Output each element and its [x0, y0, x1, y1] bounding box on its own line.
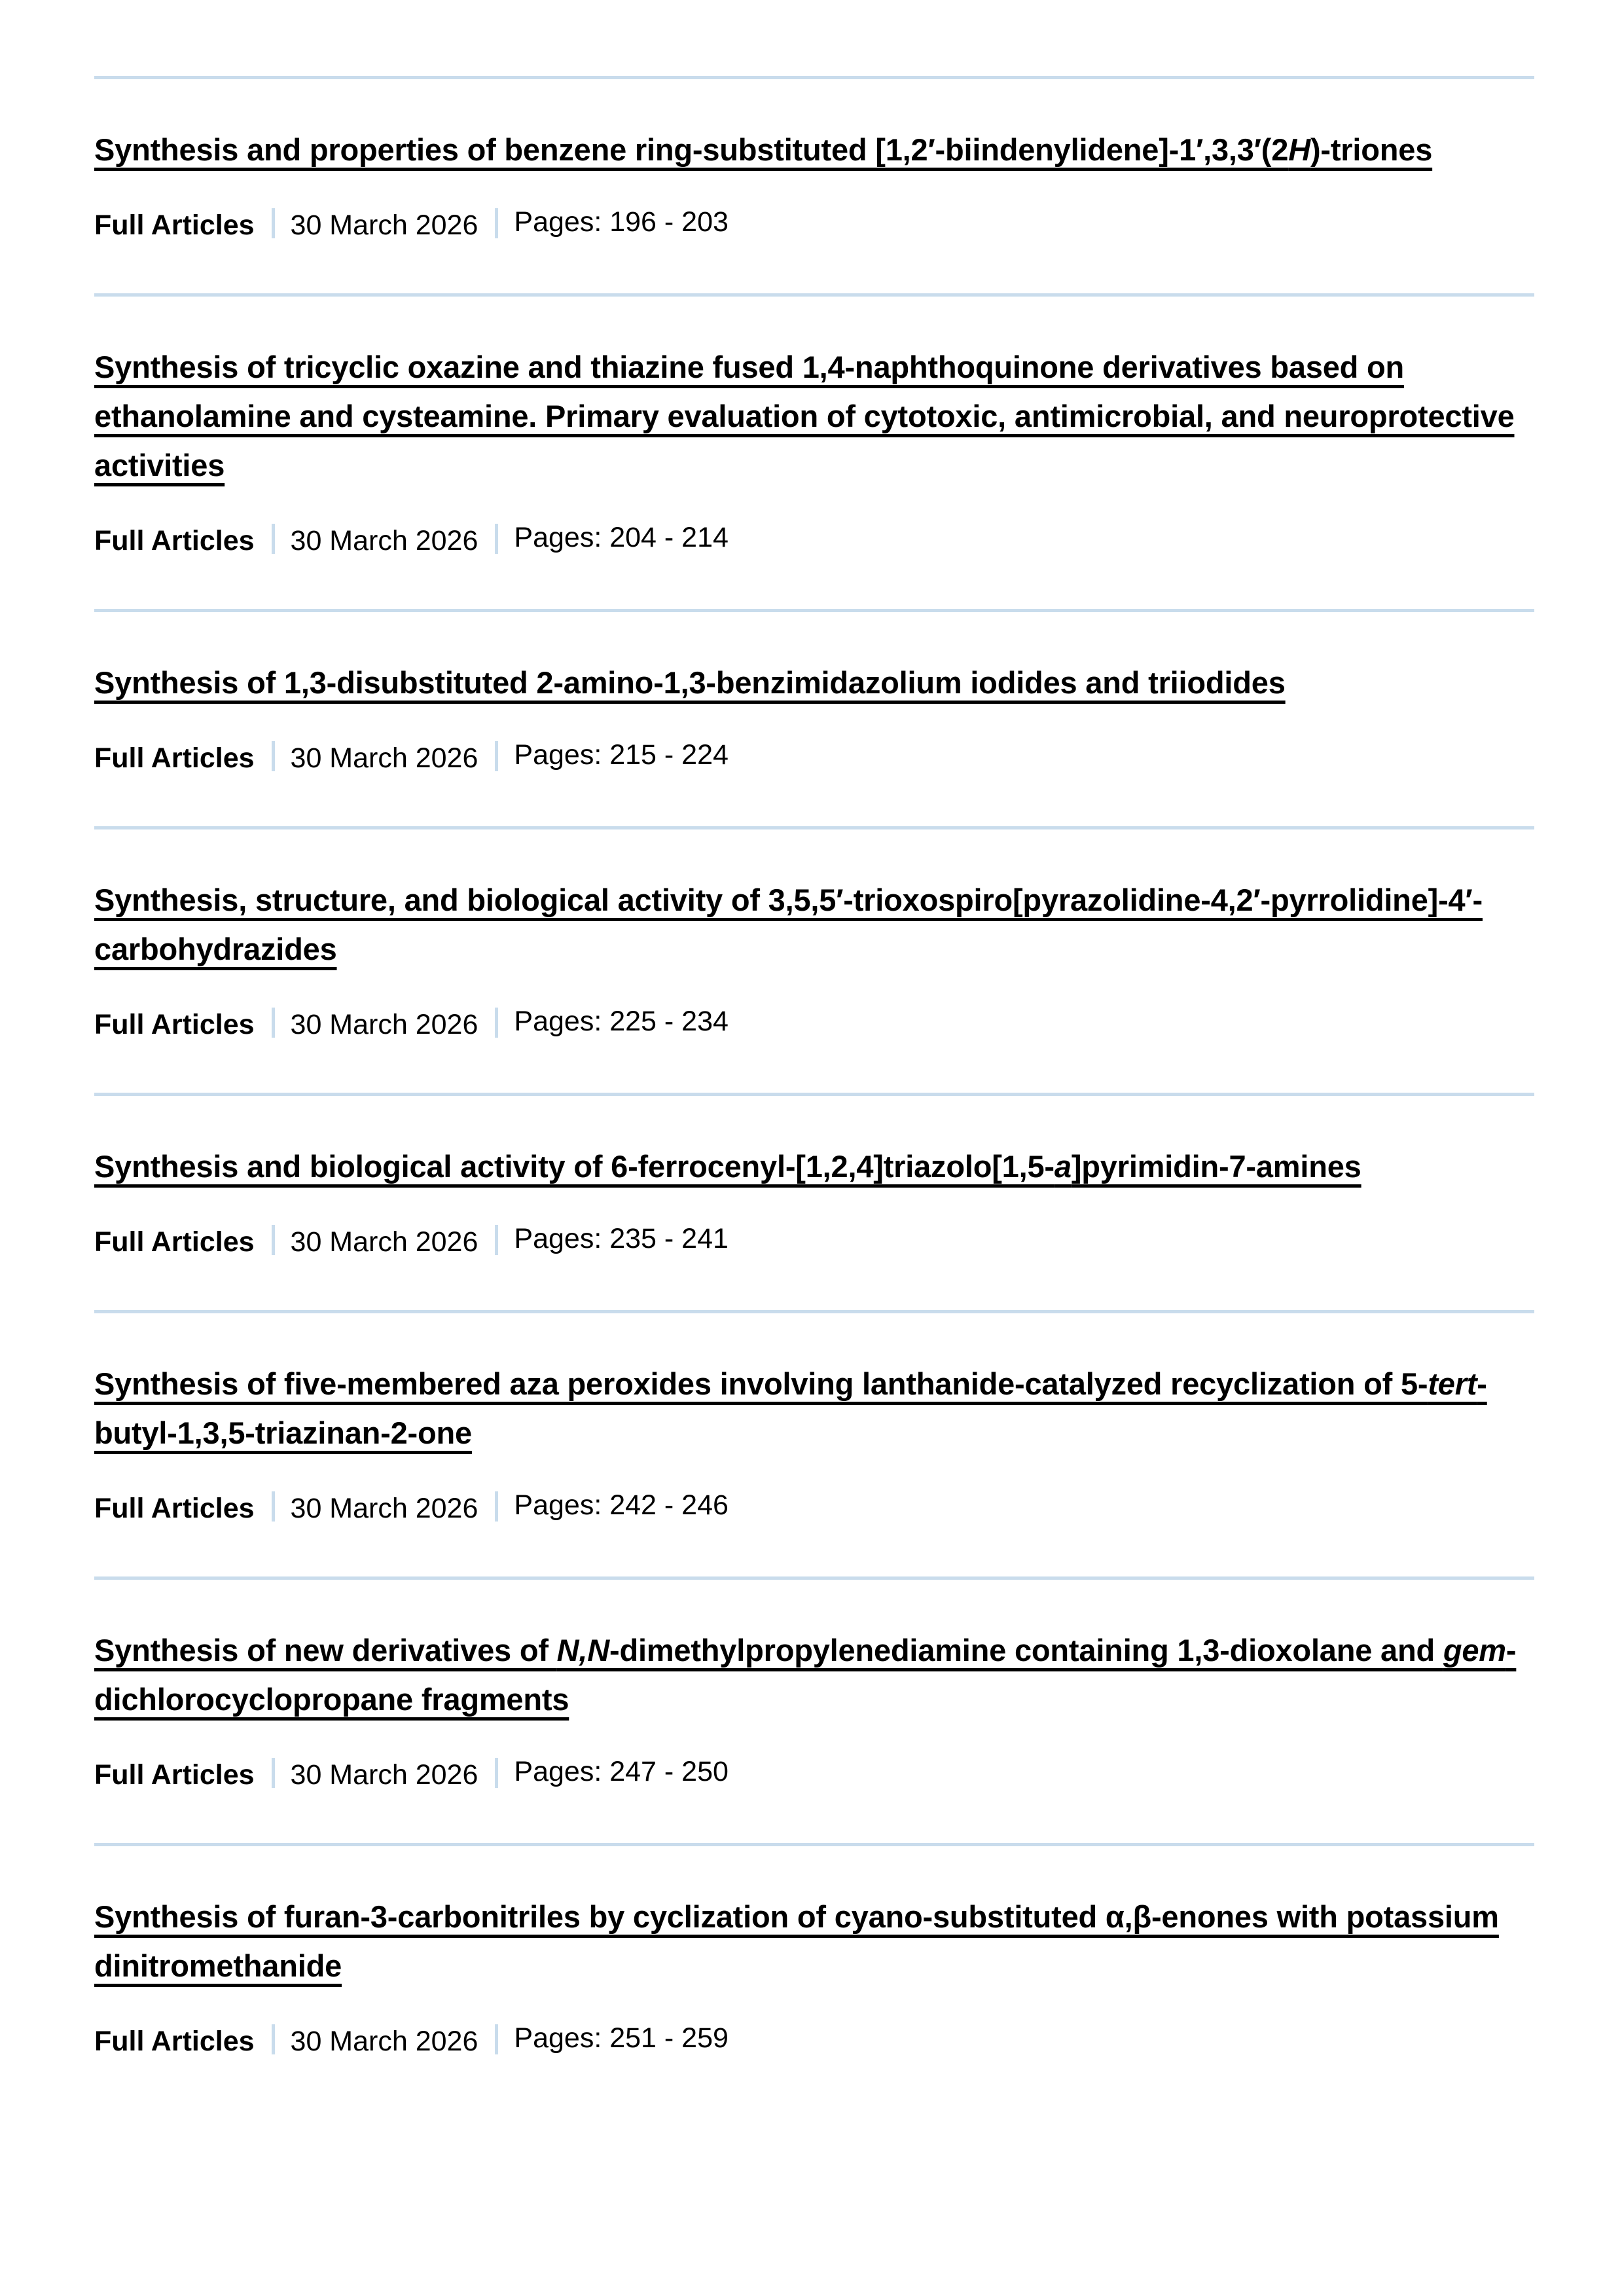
article-meta [94, 1757, 1534, 1789]
article-item [94, 1580, 1534, 1789]
article-title-part: Synthesis of furan-3-carbonitriles by cyclization of cyano-substituted α,β-enones with potassium dinitromethanide [94, 1899, 1499, 1983]
article-title-part: Synthesis of 1,3-disubstituted 2-amino-1,3-benzimidazolium iodides and triiodides [94, 665, 1286, 700]
article-section-link[interactable]: Full Articles [94, 1492, 255, 1524]
article-meta [94, 522, 1534, 555]
article-title-part: )-triones [1310, 132, 1433, 167]
article-title-link[interactable] [94, 1899, 1499, 1983]
meta-separator [272, 741, 275, 771]
article-title-part: -dimethylpropylenediamine containing 1,3-dioxolane and [609, 1633, 1443, 1667]
article-meta [94, 1224, 1534, 1256]
article-item [94, 79, 1534, 240]
article-item [94, 1846, 1534, 2056]
meta-separator [272, 1008, 275, 1038]
article-title-part: Synthesis and biological activity of 6-ferrocenyl-[1,2,4]triazolo[1,5- [94, 1149, 1054, 1184]
article-title-italic-part: gem [1443, 1633, 1506, 1667]
article-date: 30 March 2026 [290, 1758, 478, 1791]
meta-separator [272, 1225, 275, 1255]
article-item [94, 612, 1534, 773]
article-title-link[interactable] [94, 1366, 1487, 1450]
article-title-link[interactable] [94, 1149, 1361, 1184]
article-pages: Pages: 251 - 259 [514, 2022, 729, 2054]
meta-separator [495, 2024, 498, 2054]
article-item [94, 1313, 1534, 1523]
article-title-part: Synthesis and properties of benzene ring-substituted [1,2′-biindenylidene]-1′,3,3′(2 [94, 132, 1289, 167]
meta-separator [272, 524, 275, 554]
article-date: 30 March 2026 [290, 2025, 478, 2057]
article-meta [94, 1006, 1534, 1039]
article-pages: Pages: 215 - 224 [514, 738, 729, 771]
article-meta [94, 740, 1534, 773]
article-title-part: Synthesis of five-membered aza peroxides involving lanthanide-catalyzed recyclization of 5- [94, 1366, 1428, 1401]
article-title-part: ]pyrimidin-7-amines [1071, 1149, 1361, 1184]
meta-separator [495, 741, 498, 771]
article-section-link[interactable]: Full Articles [94, 2025, 255, 2057]
article-title-link[interactable] [94, 132, 1432, 167]
meta-separator [272, 208, 275, 238]
article-pages: Pages: 225 - 234 [514, 1005, 729, 1037]
article-title-italic-part: N,N [556, 1633, 609, 1667]
meta-separator [272, 1491, 275, 1522]
article-title-part: -butyl-1,3,5-triazinan-2-one [94, 1366, 1487, 1450]
article-title-link[interactable] [94, 350, 1515, 483]
article-meta [94, 207, 1534, 240]
article-pages: Pages: 242 - 246 [514, 1489, 729, 1521]
article-title-italic-part: tert [1428, 1366, 1477, 1401]
article-date: 30 March 2026 [290, 524, 478, 556]
meta-separator [272, 2024, 275, 2054]
article-title-part: Synthesis, structure, and biological activity of 3,5,5′-trioxospiro[pyrazolidine-4,2′-pyrrolidine]-4′-carbohydrazides [94, 883, 1483, 966]
article-item [94, 1096, 1534, 1256]
meta-separator [495, 1491, 498, 1522]
article-pages: Pages: 235 - 241 [514, 1222, 729, 1254]
article-date: 30 March 2026 [290, 1008, 478, 1040]
article-pages: Pages: 196 - 203 [514, 206, 729, 238]
article-item [94, 829, 1534, 1039]
article-pages: Pages: 204 - 214 [514, 521, 729, 553]
article-meta [94, 1490, 1534, 1523]
article-title-link[interactable] [94, 1633, 1516, 1717]
article-section-link[interactable]: Full Articles [94, 1008, 255, 1040]
article-title-link[interactable] [94, 883, 1483, 966]
article-date: 30 March 2026 [290, 1492, 478, 1524]
article-title-part: Synthesis of tricyclic oxazine and thiazine fused 1,4-naphthoquinone derivatives based on ethanolamine and cysteamine. Primary evaluation of cytotoxic, antimicrobial, and neuroprotective activities [94, 350, 1515, 483]
meta-separator [495, 1225, 498, 1255]
article-section-link[interactable]: Full Articles [94, 742, 255, 774]
article-pages: Pages: 247 - 250 [514, 1755, 729, 1787]
meta-separator [272, 1758, 275, 1788]
article-title-part: Synthesis of new derivatives of [94, 1633, 557, 1667]
article-date: 30 March 2026 [290, 209, 478, 241]
article-section-link[interactable]: Full Articles [94, 1758, 255, 1791]
article-title-italic-part: H [1288, 132, 1310, 167]
article-meta [94, 2023, 1534, 2056]
article-section-link[interactable]: Full Articles [94, 209, 255, 241]
article-date: 30 March 2026 [290, 742, 478, 774]
article-title-part: -dichlorocyclopropane fragments [94, 1633, 1517, 1717]
article-list [94, 76, 1534, 2109]
article-title-italic-part: a [1054, 1149, 1072, 1184]
article-section-link[interactable]: Full Articles [94, 524, 255, 556]
meta-separator [495, 1008, 498, 1038]
article-section-link[interactable]: Full Articles [94, 1226, 255, 1258]
meta-separator [495, 208, 498, 238]
article-title-link[interactable] [94, 665, 1286, 700]
article-item [94, 297, 1534, 555]
meta-separator [495, 524, 498, 554]
meta-separator [495, 1758, 498, 1788]
article-date: 30 March 2026 [290, 1226, 478, 1258]
